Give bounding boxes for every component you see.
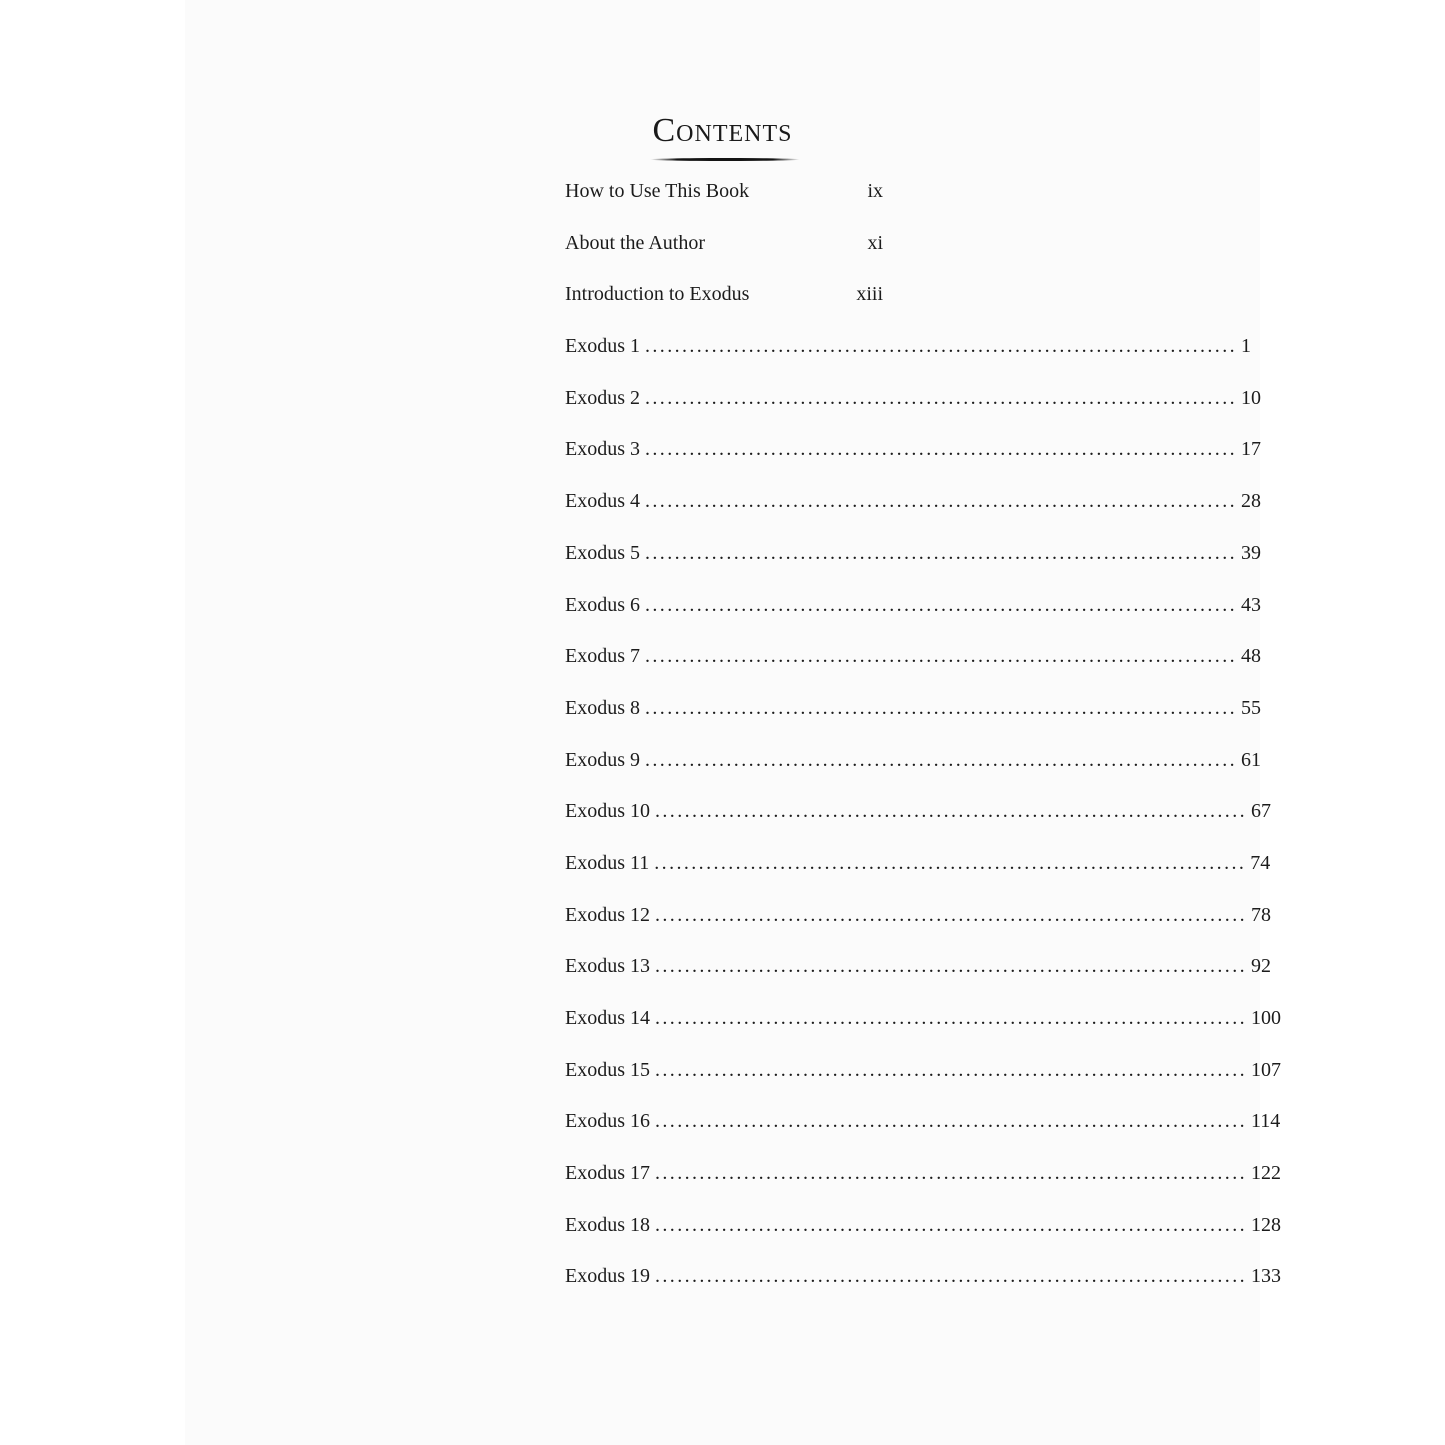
dot-leader: ................................................................................ bbox=[645, 335, 1237, 358]
toc-entry-label: Exodus 6 bbox=[565, 593, 640, 616]
toc-entry-label: Exodus 18 bbox=[565, 1213, 650, 1236]
toc-entry bbox=[565, 283, 883, 335]
toc-entry-label: Exodus 14 bbox=[565, 1007, 650, 1029]
toc-entry-label: Exodus 7 bbox=[565, 645, 640, 668]
toc-entry-label: Exodus 9 bbox=[565, 748, 640, 771]
toc-entry-page-number: 1 bbox=[1241, 335, 1251, 358]
dot-leader: ................................................................................ bbox=[655, 1058, 1247, 1081]
dot-leader: ................................................................................ bbox=[655, 1213, 1247, 1236]
toc-entry-label: Exodus 19 bbox=[565, 1265, 650, 1288]
dot-leader: ................................................................................ bbox=[655, 1265, 1247, 1288]
dot-leader: ................................................................................ bbox=[645, 541, 1237, 564]
toc-entry-page-number: 74 bbox=[1250, 851, 1271, 874]
dot-leader: ................................................................................ bbox=[655, 800, 1247, 823]
toc-entry-page-number: 39 bbox=[1241, 541, 1261, 564]
toc-entry-page-number: 114 bbox=[1251, 1110, 1281, 1133]
dot-leader: ................................................................................ bbox=[655, 903, 1247, 926]
dot-leader: ................................................................................ bbox=[645, 645, 1237, 668]
toc-entry-label: Exodus 16 bbox=[565, 1110, 650, 1133]
dot-leader: ................................................................................ bbox=[645, 438, 1237, 461]
toc-entry-page-number: 17 bbox=[1241, 438, 1261, 461]
toc-entry-label: Exodus 10 bbox=[565, 800, 650, 823]
toc-entry bbox=[565, 1265, 1281, 1317]
toc-entry-label: Exodus 4 bbox=[565, 490, 640, 513]
toc-entry bbox=[565, 1110, 1281, 1162]
toc-entry bbox=[565, 696, 1261, 749]
toc-entry bbox=[565, 903, 1271, 956]
toc-entry-label: Exodus 13 bbox=[565, 955, 650, 978]
heading-rule bbox=[650, 158, 800, 161]
toc-entry bbox=[565, 1213, 1281, 1266]
dot-leader: ................................................................................ bbox=[655, 1110, 1247, 1133]
toc-entry-page-number: 67 bbox=[1251, 800, 1271, 823]
dot-leader: ................................................................................ bbox=[655, 1007, 1247, 1029]
toc-entry-page-number: 133 bbox=[1251, 1265, 1281, 1288]
dot-leader: ................................................................................ bbox=[645, 696, 1237, 719]
toc-entry bbox=[565, 851, 1271, 904]
toc-entry bbox=[565, 1058, 1281, 1111]
toc-entry bbox=[565, 438, 1261, 490]
toc-entry-label: Exodus 5 bbox=[565, 541, 640, 564]
toc-entry-page-number: 92 bbox=[1251, 955, 1271, 978]
toc-entry bbox=[565, 1007, 1281, 1059]
dot-leader: ................................................................................ bbox=[645, 748, 1237, 771]
toc-entry-label: Introduction to Exodus bbox=[565, 283, 750, 306]
toc-entry-page-number: ix bbox=[867, 180, 883, 202]
toc-entry-label: Exodus 2 bbox=[565, 386, 640, 409]
toc-entry-page-number: 28 bbox=[1241, 490, 1261, 513]
toc-entry bbox=[565, 748, 1261, 801]
toc-entry bbox=[565, 541, 1261, 594]
toc-entry-label: About the Author bbox=[565, 231, 705, 254]
toc-entry bbox=[565, 955, 1271, 1007]
toc-entry bbox=[565, 593, 1261, 646]
dot-leader: ................................................................................ bbox=[645, 593, 1237, 616]
toc-entry bbox=[565, 645, 1261, 697]
table-of-contents bbox=[565, 180, 1281, 1317]
toc-entry bbox=[565, 490, 1261, 542]
toc-entry-page-number: 48 bbox=[1241, 645, 1261, 668]
toc-entry-page-number: 55 bbox=[1241, 696, 1261, 719]
toc-entry-page-number: 107 bbox=[1251, 1058, 1281, 1081]
dot-leader: ................................................................................ bbox=[645, 490, 1237, 513]
toc-entry-page-number: 10 bbox=[1241, 386, 1261, 409]
toc-entry-label: Exodus 17 bbox=[565, 1162, 650, 1185]
dot-leader: ................................................................................ bbox=[654, 851, 1247, 874]
toc-entry bbox=[565, 335, 1251, 387]
toc-entry-page-number: 100 bbox=[1251, 1007, 1281, 1029]
toc-entry bbox=[565, 800, 1271, 852]
toc-entry bbox=[565, 232, 883, 284]
dot-leader: ................................................................................ bbox=[655, 955, 1247, 978]
contents-heading: Contents bbox=[652, 112, 793, 149]
toc-entry-page-number: 78 bbox=[1251, 903, 1271, 926]
toc-entry-label: Exodus 15 bbox=[565, 1058, 650, 1081]
toc-entry-label: Exodus 12 bbox=[565, 903, 650, 926]
toc-entry-label: Exodus 1 bbox=[565, 335, 640, 358]
toc-entry-label: Exodus 11 bbox=[565, 851, 650, 874]
toc-entry-label: How to Use This Book bbox=[565, 180, 750, 202]
toc-entry bbox=[565, 386, 1261, 439]
toc-entry-page-number: 122 bbox=[1251, 1162, 1281, 1185]
toc-entry-page-number: 43 bbox=[1241, 593, 1261, 616]
toc-entry-label: Exodus 8 bbox=[565, 696, 640, 719]
toc-entry-page-number: xiii bbox=[856, 283, 883, 306]
toc-entry bbox=[565, 180, 883, 232]
dot-leader: ................................................................................ bbox=[655, 1162, 1247, 1185]
dot-leader: ................................................................................ bbox=[645, 386, 1237, 409]
toc-entry-page-number: 61 bbox=[1241, 748, 1261, 771]
toc-entry bbox=[565, 1162, 1281, 1214]
toc-entry-label: Exodus 3 bbox=[565, 438, 640, 461]
toc-entry-page-number: xi bbox=[867, 231, 883, 254]
toc-entry-page-number: 128 bbox=[1251, 1213, 1281, 1236]
